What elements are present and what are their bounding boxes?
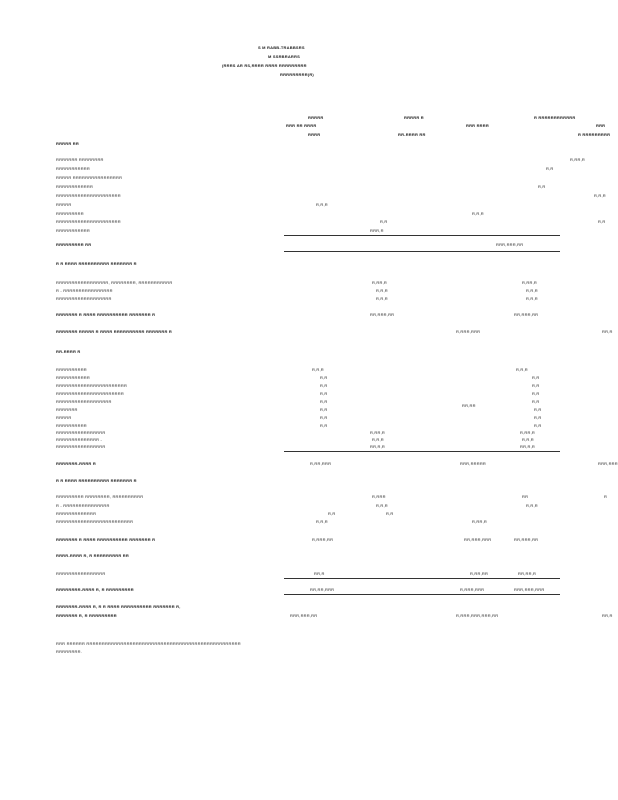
- row-label: RRRRRRRRRRRRRRRR: [56, 571, 106, 576]
- row-label: RRRRRRR R RRRR RRRRRRRRRR RRRRRRR R: [56, 537, 156, 542]
- row-label: RRRRRRRRR RRRRRRRR, RRRRRRRRRR: [56, 494, 144, 499]
- total-rule: [284, 594, 560, 595]
- row-label: RRRRRRR: [56, 407, 78, 412]
- row-label: RRRRRRRRRRR: [56, 375, 90, 380]
- cell-c1: RR,RRR,RR: [370, 312, 395, 317]
- cell-c1: R,RRR,RR: [312, 537, 334, 542]
- row-label: R - RRRRRRRRRRRRRRR: [56, 503, 110, 508]
- cell-c1: R,R: [320, 399, 328, 404]
- cell-c2: R,RRR,RRR,RRR,RR: [456, 613, 499, 618]
- report-units: RRRRRRRRR(R): [280, 72, 314, 77]
- row-label: RRRR-RRRR R, R RRRRRRRRR RR: [56, 553, 129, 558]
- cell-c2: R,R: [532, 375, 540, 380]
- cell-c1: R,R,R: [312, 367, 324, 372]
- cell-c4: R,R: [598, 219, 606, 224]
- row-label: RRRRRRRRRRRRRRRRRRRRR: [56, 193, 121, 198]
- section-title: R R RRRR RRRRRRRRRR RRRRRRR R: [56, 478, 137, 483]
- row-label: RRRRRRRRRRRRR: [56, 511, 97, 516]
- row-label-continued: RRRRRRR R, R RRRRRRRRR: [56, 613, 117, 618]
- cell-c1: R,R: [320, 407, 328, 412]
- cell-c2: R,R,R: [526, 503, 538, 508]
- row-label: RRRRRRRRRRRRRRRRRRRRRRRRR: [56, 519, 134, 524]
- cell-c2: R,R,R: [522, 437, 534, 442]
- cell-c2: R,R,R: [516, 367, 528, 372]
- cell-c2: R,R: [534, 415, 542, 420]
- cell-c4: R: [604, 494, 608, 499]
- row-label: RRRRR RRRRRRRRRRRRRRRR: [56, 175, 123, 180]
- cell-c1: RRR,RRR,RR: [290, 613, 318, 618]
- row-label: RRRRRRRRRRRRRRRRRR: [56, 399, 112, 404]
- cell-c1: R,R,R: [376, 503, 388, 508]
- cell-c4: R,R,R: [594, 193, 606, 198]
- cell-c2: R,R,R: [526, 288, 538, 293]
- row-label: RRRRRRRRRRRRRRRR: [56, 430, 106, 435]
- row-label: RRRRRRR-RRRR R: [56, 461, 96, 466]
- cell-c2: RRR,RRRRR: [460, 461, 487, 466]
- cell-c1: R,R: [328, 511, 336, 516]
- row-label: RRRRR: [56, 415, 72, 420]
- section-title: RR-RRRR R: [56, 349, 81, 354]
- cell-c3: R,R: [538, 184, 546, 189]
- footnote-line2: RRRRRRRR.: [56, 649, 83, 654]
- row-label: RRRRRRRRR: [56, 211, 84, 216]
- row-label: RRRRRRRRRRRRRRRRR, RRRRRRRR, RRRRRRRRRRR: [56, 280, 173, 285]
- subtotal-rule: [284, 578, 560, 579]
- cell-c2: R,R: [532, 383, 540, 388]
- cell-c4: RR,R: [602, 329, 613, 334]
- column-header-2-line2: RR-RRRR RR: [398, 132, 426, 137]
- cell-c1: R,R: [320, 391, 328, 396]
- cell-c1: R,R: [380, 219, 388, 224]
- row-label: RRRRRRRRRRR: [56, 166, 90, 171]
- cell-c1: RR,R,R: [370, 444, 385, 449]
- cell-c1: R,R: [320, 415, 328, 420]
- row-label: RRRRRRRRRR: [56, 423, 87, 428]
- cell-c1: RRR,R: [370, 228, 384, 233]
- cell-c1: R,R,R: [372, 437, 384, 442]
- row-label: RRRRRRRR-RRRR R, R RRRRRRRRR: [56, 587, 134, 592]
- subtotal-rule: [284, 235, 560, 236]
- cell-c3: RRR,RRR,RRR: [514, 587, 545, 592]
- column-header-1-line2: RRR RR RRRR: [286, 123, 317, 128]
- column-header-1-line1: RRRRR: [308, 115, 324, 120]
- row-label: R - RRRRRRRRRRRRRRRR: [56, 288, 113, 293]
- cell-c1: R,R: [320, 383, 328, 388]
- row-label: RRRRRRR RRRRR R RRRR RRRRRRRRRR RRRRRRR R: [56, 329, 172, 334]
- row-label: RRRRRRRRRRRRRR -: [56, 437, 103, 442]
- cell-c2: R,R,R: [472, 211, 484, 216]
- cell-c2: R,RRR,RRR: [456, 329, 481, 334]
- cell-c1: R,R,R: [376, 296, 388, 301]
- cell-c1: RR,RR,RRR: [310, 587, 335, 592]
- row-label: RRRRR: [56, 202, 72, 207]
- cell-c4: R,RR,R: [570, 157, 585, 162]
- cell-c2: R,RR,R: [472, 519, 487, 524]
- cell-c2: R,R: [532, 399, 540, 404]
- cell-c1: R,RR,R: [370, 430, 385, 435]
- column-header-4-line3: R RRRRRRRRR: [578, 132, 611, 137]
- row-label: RRRRRRR-RRRR R, R R RRRR RRRRRRRRRR RRRRRRR R,: [56, 604, 181, 609]
- cell-c3: RR,RR,R: [518, 571, 537, 576]
- column-header-1-line3: RRRR: [308, 132, 321, 137]
- row-label: RRRRRRRRRRRRRRRRRRRRR: [56, 219, 121, 224]
- cell-c2: R,RR,R: [522, 280, 537, 285]
- cell-c4: RRR,RRR: [598, 461, 618, 466]
- row-label: RRRRRRRRR RR: [56, 242, 92, 247]
- cell-c3: RR,RRR,RR: [514, 537, 539, 542]
- cell-c2: RR,RR: [462, 403, 476, 408]
- row-label: RRRRRRR R RRRR RRRRRRRRRR RRRRRRR R: [56, 312, 156, 317]
- cell-c1: R,R: [320, 375, 328, 380]
- cell-c2: RRR,RRR,RR: [496, 242, 524, 247]
- row-label: RRRRRRRRRRR: [56, 228, 90, 233]
- row-label: RRRRRRRRRR: [56, 367, 87, 372]
- report-title: S M RABB-TRABBSRS: [258, 45, 305, 50]
- cell-c2: RR,R,R: [520, 444, 535, 449]
- total-rule: [284, 251, 560, 252]
- column-header-4-line1: R RRRRRRRRRRRR: [534, 115, 576, 120]
- row-label: RRRRRRRRRRRRRRRRRRRRRR: [56, 391, 124, 396]
- cell-c1: R,R,R: [316, 202, 328, 207]
- section-title: RRRRR RR: [56, 141, 79, 146]
- cell-c2: R,RRR,RRR: [460, 587, 485, 592]
- cell-c2: RR,RRR,RRR: [464, 537, 492, 542]
- column-header-3-line1: RRR RRRR: [466, 123, 489, 128]
- cell-c1: R,RR,R: [372, 280, 387, 285]
- cell-c1: R,R,R: [316, 519, 328, 524]
- cell-c2: R,R: [534, 423, 542, 428]
- cell-c1: R,RR,RRR: [310, 461, 332, 466]
- cell-c3: R,R: [534, 407, 542, 412]
- subtotal-rule: [284, 451, 560, 452]
- row-label: RRRRRRR RRRRRRRR: [56, 157, 104, 162]
- report-period: (RRRS AR RS,RRRR RRRR RRRRRRRRR: [222, 63, 307, 68]
- footnote-line1: RRR RRRRRR RRRRRRRRRRRRRRRRRRRRRRRRRRRRRRRRRRRRRRRRRRRRRRRRRR: [56, 641, 241, 646]
- cell-c4: RR,R: [602, 613, 613, 618]
- column-header-2-line1: RRRRR R: [404, 115, 424, 120]
- cell-c1: R,R,R: [376, 288, 388, 293]
- cell-c2: RR: [522, 494, 529, 499]
- cell-c2: R,R: [386, 511, 394, 516]
- row-label: RRRRRRRRRRRRRRRRRR: [56, 296, 112, 301]
- section-title: R R RRRR RRRRRRRRRR RRRRRRR R: [56, 261, 137, 266]
- cell-c1: R,RRR: [372, 494, 386, 499]
- cell-c2: R,R: [532, 391, 540, 396]
- cell-c2: R,RR,R: [520, 430, 535, 435]
- cell-c2: R,RR,RR: [470, 571, 489, 576]
- report-subtitle: M SSRBRARRS: [268, 54, 300, 59]
- cell-c2: RR,RRR,RR: [514, 312, 539, 317]
- cell-c1: RR,R: [314, 571, 325, 576]
- cell-c1: R,R: [320, 423, 328, 428]
- row-label: RRRRRRRRRRRRRRRR: [56, 444, 106, 449]
- row-label: RRRRRRRRRRRRRRRRRRRRRRR: [56, 383, 128, 388]
- column-header-4-line2: RRR: [596, 123, 606, 128]
- row-label: RRRRRRRRRRRR: [56, 184, 94, 189]
- cell-c2: R,R,R: [526, 296, 538, 301]
- cell-c3: R,R: [546, 166, 554, 171]
